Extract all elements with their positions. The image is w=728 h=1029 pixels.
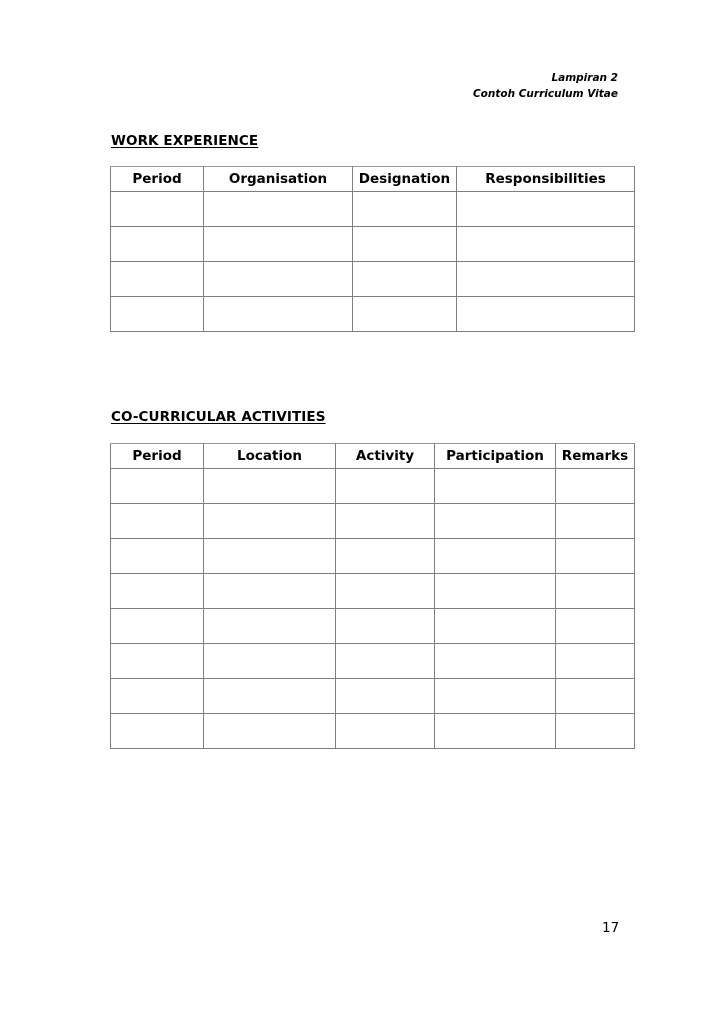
table-cell-activity[interactable] (336, 539, 435, 574)
table-cell-location[interactable] (204, 504, 336, 539)
column-header-designation: Designation (353, 167, 457, 192)
table-cell-location[interactable] (204, 609, 336, 644)
column-header-remarks: Remarks (556, 444, 635, 469)
table-cell-participation[interactable] (435, 469, 556, 504)
table-cell-responsibilities[interactable] (457, 262, 635, 297)
table-cell-location[interactable] (204, 644, 336, 679)
table-cell-activity[interactable] (336, 609, 435, 644)
table-cell-activity[interactable] (336, 644, 435, 679)
table-cell-activity[interactable] (336, 574, 435, 609)
table-row (111, 714, 635, 749)
table-cell-period[interactable] (111, 297, 204, 332)
table-cell-designation[interactable] (353, 227, 457, 262)
table-row (111, 539, 635, 574)
table-cell-organisation[interactable] (204, 297, 353, 332)
table-cell-participation[interactable] (435, 504, 556, 539)
document-header-note (473, 70, 618, 102)
column-header-location: Location (204, 444, 336, 469)
page-number: 17 (602, 920, 620, 936)
work-experience-table (110, 166, 635, 332)
table-cell-organisation[interactable] (204, 262, 353, 297)
work-experience-title: WORK EXPERIENCE (111, 133, 259, 149)
column-header-responsibilities: Responsibilities (457, 167, 635, 192)
table-cell-participation[interactable] (435, 539, 556, 574)
table-cell-participation[interactable] (435, 644, 556, 679)
table-cell-location[interactable] (204, 574, 336, 609)
table-cell-designation[interactable] (353, 192, 457, 227)
table-cell-period[interactable] (111, 469, 204, 504)
table-cell-remarks[interactable] (556, 539, 635, 574)
table-cell-period[interactable] (111, 192, 204, 227)
column-header-activity: Activity (336, 444, 435, 469)
table-cell-period[interactable] (111, 539, 204, 574)
table-row (111, 609, 635, 644)
co-curricular-table (110, 443, 635, 749)
column-header-organisation: Organisation (204, 167, 353, 192)
header-line-2: Contoh Curriculum Vitae (472, 88, 618, 100)
table-cell-period[interactable] (111, 714, 204, 749)
table-row (111, 192, 635, 227)
table-cell-period[interactable] (111, 227, 204, 262)
table-cell-activity[interactable] (336, 714, 435, 749)
table-cell-period[interactable] (111, 574, 204, 609)
table-cell-remarks[interactable] (556, 504, 635, 539)
table-row (111, 227, 635, 262)
table-cell-location[interactable] (204, 714, 336, 749)
table-cell-location[interactable] (204, 469, 336, 504)
column-header-period: Period (111, 444, 204, 469)
table-cell-location[interactable] (204, 539, 336, 574)
table-row (111, 504, 635, 539)
table-cell-remarks[interactable] (556, 609, 635, 644)
table-cell-responsibilities[interactable] (457, 227, 635, 262)
table-cell-responsibilities[interactable] (457, 297, 635, 332)
table-cell-period[interactable] (111, 262, 204, 297)
column-header-period: Period (111, 167, 204, 192)
table-cell-designation[interactable] (353, 262, 457, 297)
table-cell-remarks[interactable] (556, 714, 635, 749)
table-header-row (111, 167, 635, 192)
table-cell-designation[interactable] (353, 297, 457, 332)
table-row (111, 262, 635, 297)
table-cell-organisation[interactable] (204, 192, 353, 227)
table-cell-responsibilities[interactable] (457, 192, 635, 227)
table-cell-activity[interactable] (336, 504, 435, 539)
table-cell-participation[interactable] (435, 714, 556, 749)
header-line-1: Lampiran 2 (551, 72, 618, 84)
table-cell-period[interactable] (111, 609, 204, 644)
table-row (111, 679, 635, 714)
table-cell-period[interactable] (111, 644, 204, 679)
table-cell-remarks[interactable] (556, 574, 635, 609)
column-header-participation: Participation (435, 444, 556, 469)
table-cell-organisation[interactable] (204, 227, 353, 262)
table-header-row (111, 444, 635, 469)
table-row (111, 297, 635, 332)
table-cell-period[interactable] (111, 679, 204, 714)
table-cell-location[interactable] (204, 679, 336, 714)
co-curricular-title: CO-CURRICULAR ACTIVITIES (111, 409, 326, 425)
table-cell-participation[interactable] (435, 574, 556, 609)
table-row (111, 574, 635, 609)
table-cell-period[interactable] (111, 504, 204, 539)
table-cell-remarks[interactable] (556, 679, 635, 714)
table-cell-remarks[interactable] (556, 644, 635, 679)
table-cell-activity[interactable] (336, 679, 435, 714)
table-row (111, 469, 635, 504)
table-cell-remarks[interactable] (556, 469, 635, 504)
table-cell-participation[interactable] (435, 609, 556, 644)
table-row (111, 644, 635, 679)
table-cell-activity[interactable] (336, 469, 435, 504)
table-cell-participation[interactable] (435, 679, 556, 714)
